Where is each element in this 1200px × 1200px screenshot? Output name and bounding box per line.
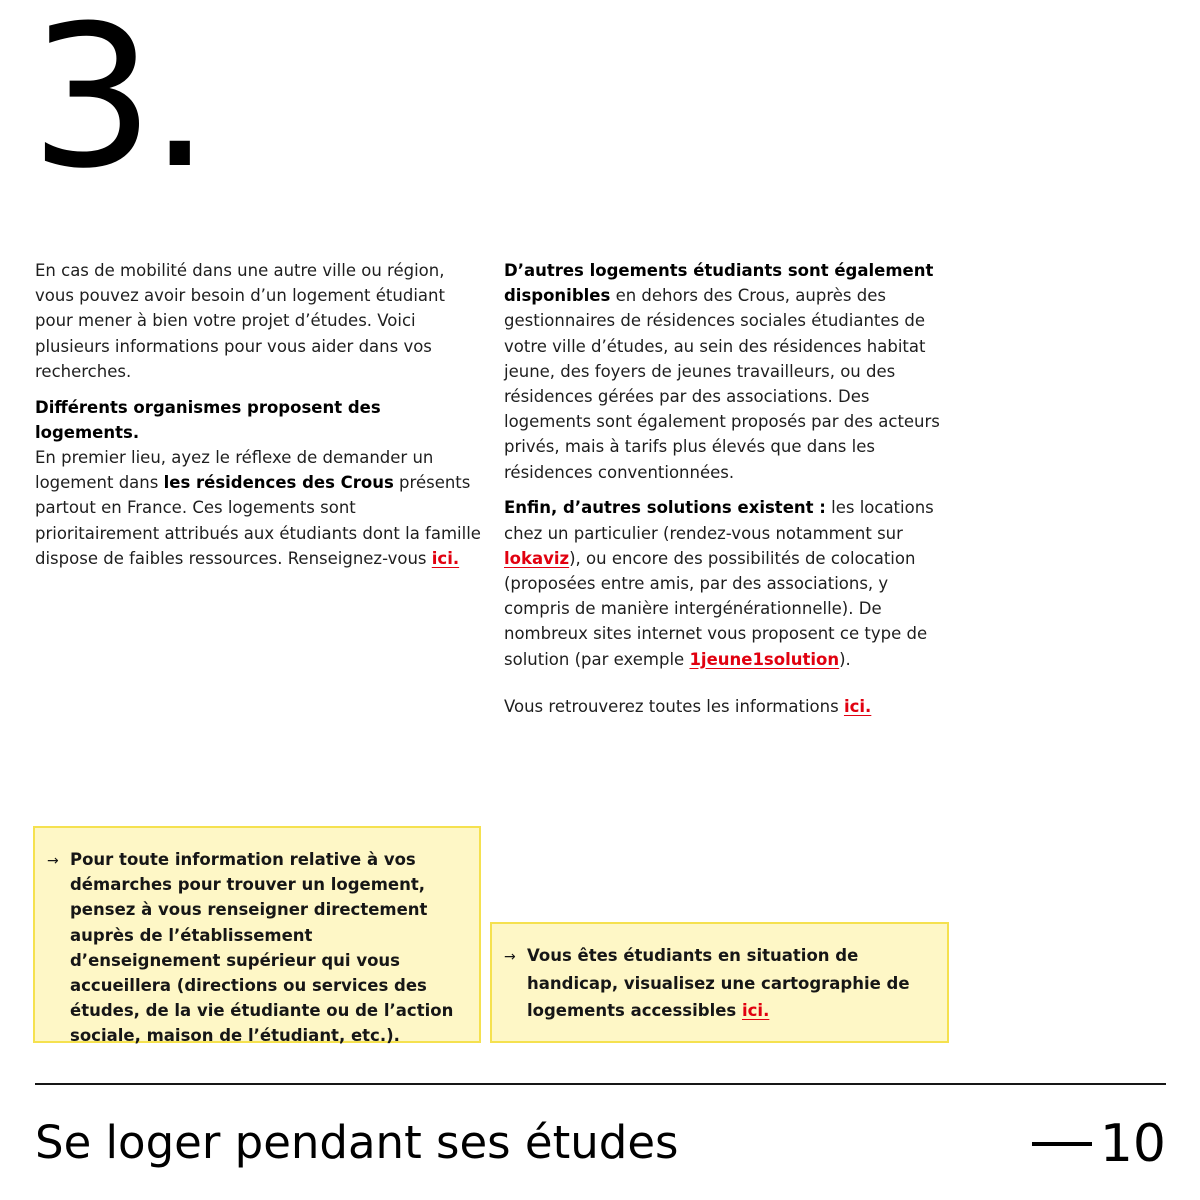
other-housing-heading: D’autres logements étudiants sont également disponibles	[504, 261, 934, 306]
all-info-paragraph	[504, 694, 959, 719]
right-column	[504, 258, 959, 729]
all-info-text: Vous retrouverez toutes les informations	[504, 696, 844, 716]
page-number: 10	[1099, 1114, 1166, 1174]
all-info-link[interactable]: ici.	[843, 696, 872, 716]
arrow-right-icon: →	[504, 949, 516, 965]
institution-info-callout	[33, 826, 481, 1046]
1jeune1solution-link[interactable]: 1jeune1solution	[689, 649, 840, 669]
other-solutions-paragraph	[504, 495, 959, 671]
footer-divider	[35, 1083, 1166, 1085]
institution-info-text: Pour toute information relative à vos démarches pour trouver un logement, pensez à vous renseigner directement auprès de l’établissement d’enseignement supérieur qui vous accueillera (directions ou services des études, de la vie étudiante ou de l’action sociale, maison de l’étudiant, etc.).	[70, 850, 454, 1046]
page-number-block	[1032, 1114, 1166, 1174]
crous-link[interactable]: ici.	[431, 548, 460, 568]
intro-paragraph: En cas de mobilité dans une autre ville ou région, vous pouvez avoir besoin d’un logement étudiant pour mener à bien votre projet d’études. Voici plusieurs informations pour vous aider dans vos recherches.	[35, 261, 445, 381]
organisms-paragraph	[35, 395, 485, 571]
other-housing-text: en dehors des Crous, auprès des gestionnaires de résidences sociales étudiantes de votre ville d’études, au sein des résidences habitat jeune, des foyers de jeunes travailleurs, ou des résidences gérées par des associations. Des logements sont également proposés par des acteurs privés, mais à tarifs plus élevés que dans les résidences conventionnées.	[504, 286, 940, 482]
disability-callout	[490, 922, 949, 1043]
organisms-text-1: En premier lieu, ayez le réflexe de demander un logement dans	[35, 447, 434, 493]
other-solutions-heading: Enfin, d’autres solutions existent :	[504, 498, 826, 518]
organisms-text-2: présents partout en France. Ces logements sont prioritairement attribués aux étudiants dont la famille dispose de faibles ressources. Renseignez-vous	[35, 473, 481, 568]
organisms-heading: Différents organismes proposent des logements.	[35, 397, 381, 442]
crous-residences: les résidences des Crous	[163, 473, 394, 493]
footer-title: Se loger pendant ses études	[35, 1116, 679, 1169]
arrow-right-icon: →	[47, 853, 59, 869]
other-solutions-text-2: ), ou encore des possibilités de colocation (proposées entre amis, par des associations, y compris de manière intergénérationnelle). De nombreux sites internet vous proposent ce type de solution (par exemple	[504, 548, 928, 669]
disability-paragraph	[527, 942, 935, 1025]
disability-text: Vous êtes étudiants en situation de handicap, visualisez une cartographie de logements accessibles	[527, 946, 910, 1020]
other-housing-paragraph	[504, 258, 959, 485]
lokaviz-link[interactable]: lokaviz	[504, 548, 570, 568]
section-number: 3.	[30, 0, 206, 212]
left-column	[35, 258, 485, 581]
other-solutions-text-3: ).	[839, 649, 851, 669]
em-dash-mark	[1032, 1142, 1092, 1146]
accessible-housing-link[interactable]: ici.	[741, 1001, 770, 1020]
other-solutions-text-1: les locations chez un particulier (rendez-vous notamment sur	[504, 498, 934, 543]
